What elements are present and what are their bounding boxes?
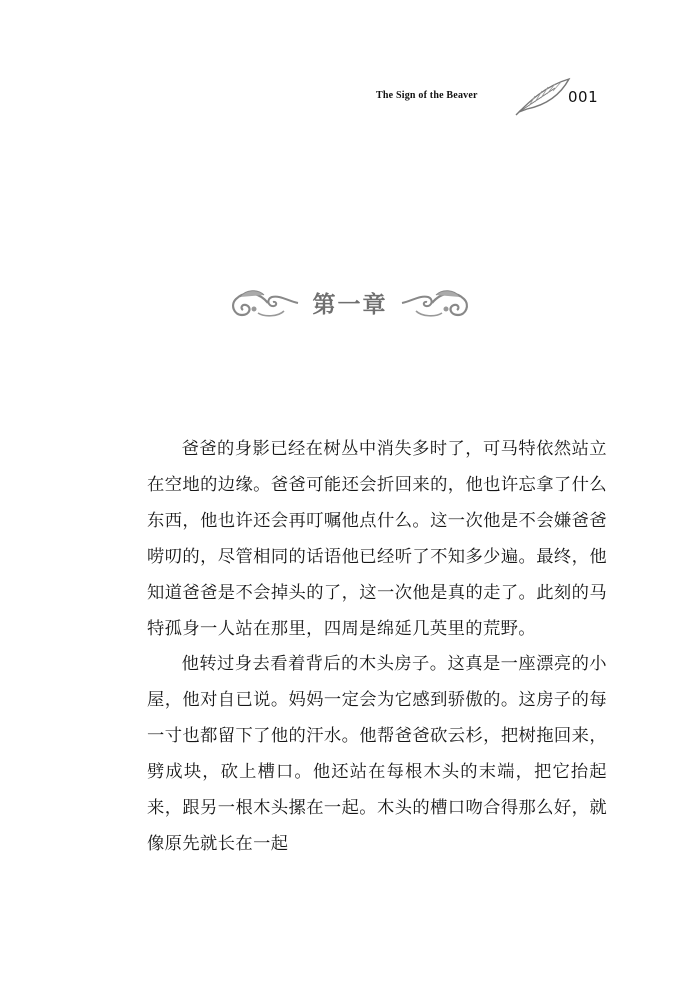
page-number: 001 — [568, 88, 599, 106]
feather-icon — [515, 76, 573, 116]
chapter-title: 第一章 — [312, 292, 388, 318]
running-header — [370, 76, 610, 116]
book-title: The Sign of the Beaver — [376, 90, 478, 101]
left-scroll-ornament-icon — [228, 287, 300, 319]
paragraph: 他转过身去看着背后的木头房子。这真是一座漂亮的小屋，他对自已说。妈妈一定会为它感到骄傲的。这房子的每一寸也都留下了他的汗水。他帮爸爸砍云杉，把树拖回来，劈成块，砍上槽口。他还站在每根木头的末端，把它抬起来，跟另一根木头摞在一起。木头的槽口吻合得那么好，就像原先就长在一起 — [147, 654, 607, 854]
right-scroll-ornament-icon — [400, 287, 472, 319]
chapter-heading — [0, 283, 700, 323]
body-text — [147, 432, 607, 863]
paragraph: 爸爸的身影已经在树丛中消失多时了，可马特依然站立在空地的边缘。爸爸可能还会折回来的，他也许忘拿了什么东西，他也许还会再叮嘱他点什么。这一次他是不会嫌爸爸唠叨的，尽管相同的话语他已经听了不知多少遍。最终，他知道爸爸是不会掉头的了，这一次他是真的走了。此刻的马特孤身一人站在那里，四周是绵延几英里的荒野。 — [147, 439, 607, 639]
